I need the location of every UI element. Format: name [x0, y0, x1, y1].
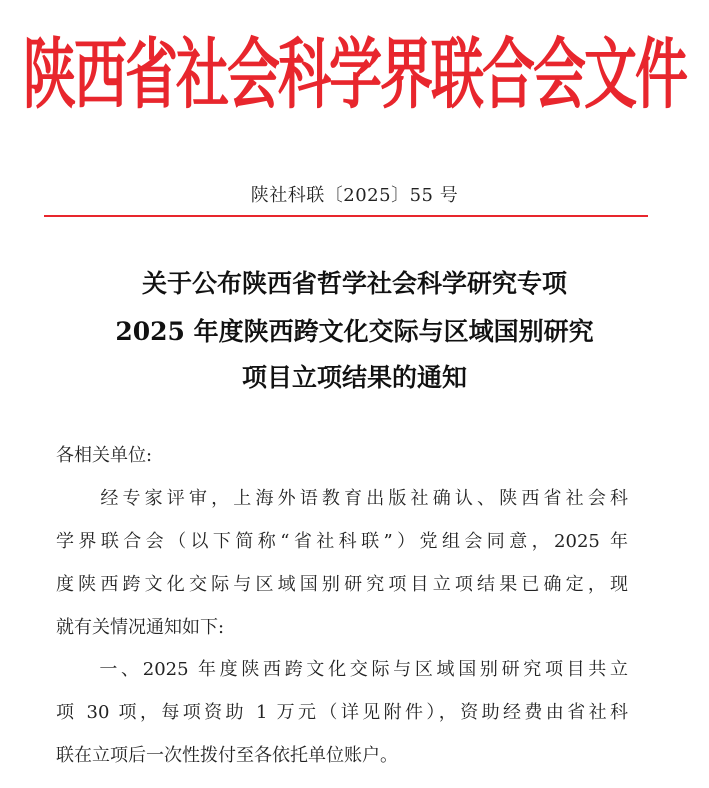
- red-divider-line: [44, 215, 648, 217]
- paragraph-1-line-2: 学界联合会（以下简称“省社科联”）党组会同意，2025 年: [56, 531, 628, 552]
- document-number: 陕社科联〔2025〕55 号: [250, 185, 459, 206]
- masthead-title: 陕西省社会科学界联合会文件: [23, 31, 686, 120]
- paragraph-2-line-3: 联在立项后一次性拨付至各依托单位账户。: [56, 745, 398, 766]
- paragraph-1-line-1: 经专家评审，上海外语教育出版社确认、陕西省社会科: [56, 488, 628, 509]
- salutation: 各相关单位:: [56, 445, 153, 466]
- notice-title-line-3: 项目立项结果的通知: [241, 363, 467, 392]
- paragraph-1-line-4: 就有关情况通知如下:: [56, 617, 225, 638]
- notice-title-line-2: 2025 年度陕西跨文化交际与区域国别研究: [115, 317, 594, 346]
- paragraph-2-line-2: 项 30 项，每项资助 1 万元（详见附件），资助经费由省社科: [56, 702, 628, 723]
- paragraph-2-line-1: 一、2025 年度陕西跨文化交际与区域国别研究项目共立: [56, 659, 628, 680]
- notice-title-line-1: 关于公布陕西省哲学社会科学研究专项: [141, 269, 567, 298]
- paragraph-1-line-3: 度陕西跨文化交际与区域国别研究项目立项结果已确定，现: [56, 574, 628, 595]
